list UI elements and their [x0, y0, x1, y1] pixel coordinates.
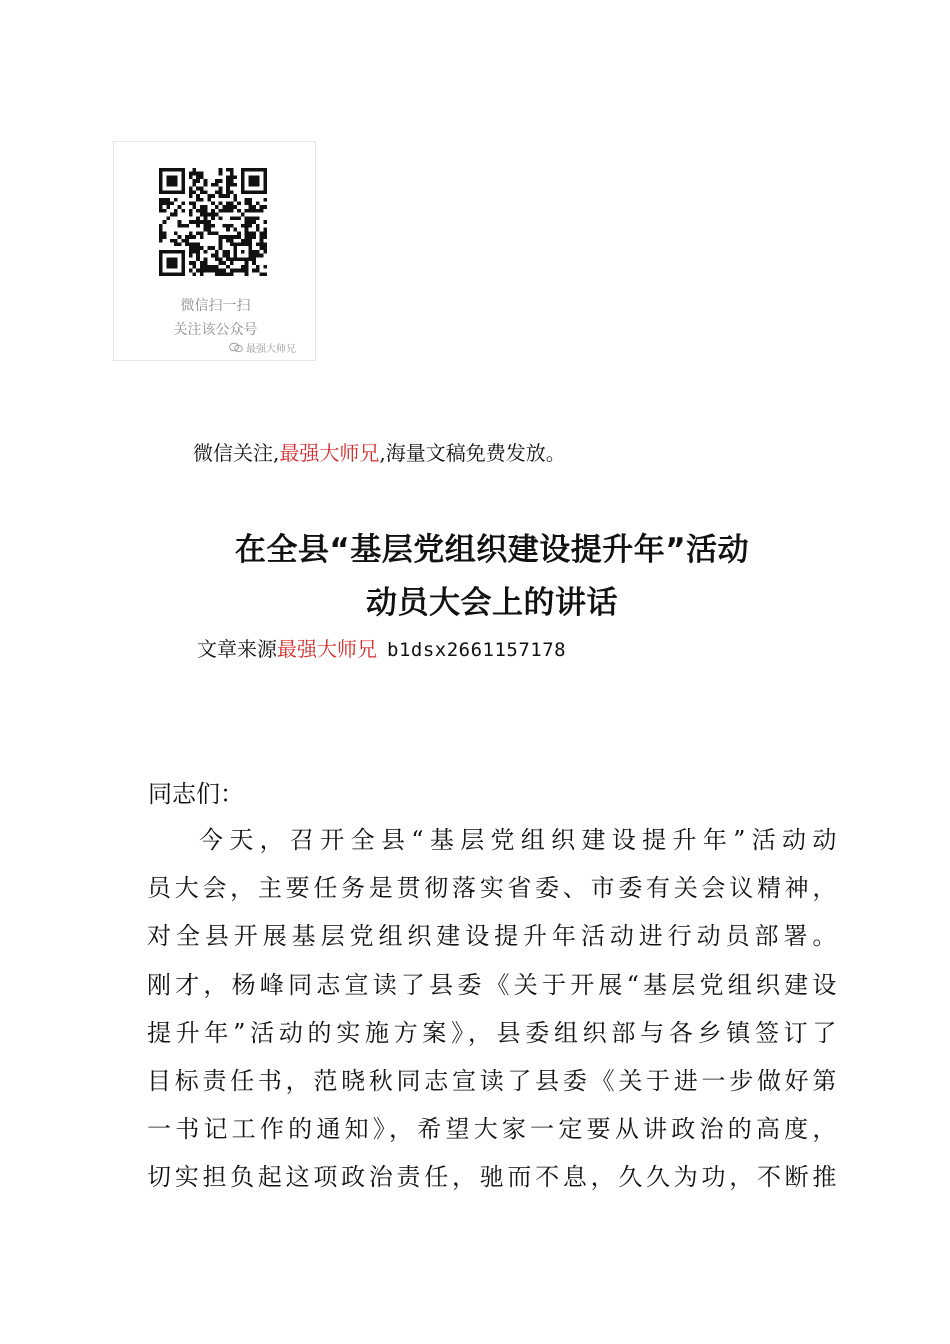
speech-body [147, 816, 837, 1202]
qr-code-image [159, 168, 267, 276]
body-line: 一书记工作的通知》，希望大家一定要从讲政治的高度， [147, 1115, 837, 1144]
source-prefix: 文章来源 [197, 637, 277, 661]
body-line: 提升年”活动的实施方案》，县委组织部与各乡镇签订了 [147, 1018, 837, 1047]
body-line: 对全县开展基层党组织建设提升年活动进行动员部署。 [147, 922, 837, 951]
document-title-line2: 动员大会上的讲话 [366, 585, 618, 621]
follow-prefix: 微信关注, [193, 441, 280, 465]
body-line: 刚才，杨峰同志宣读了县委《关于开展“基层党组织建设 [147, 970, 837, 999]
body-line: 员大会，主要任务是贯彻落实省委、市委有关会议精神， [147, 874, 837, 903]
source-account-name: 最强大师兄 [277, 637, 377, 661]
qr-watermark [229, 340, 296, 355]
article-source [197, 633, 566, 662]
follow-suffix: ,海量文稿免费发放。 [379, 441, 566, 465]
salutation: 同志们： [148, 780, 244, 808]
follow-notice [193, 437, 566, 466]
body-line: 切实担负起这项政治责任，驰而不息，久久为功，不断推 [147, 1163, 837, 1192]
body-line: 今天，召开全县“基层党组织建设提升年”活动动 [199, 826, 837, 854]
qr-code-card [113, 141, 316, 361]
body-line: 目标责任书，范晓秋同志宣读了县委《关于进一步做好第 [147, 1066, 837, 1095]
qr-watermark-text: 最强大师兄 [246, 344, 296, 355]
follow-account-name: 最强大师兄 [279, 441, 380, 465]
source-code: b1dsx2661157178 [387, 639, 567, 661]
qr-caption-follow: 关注该公众号 [173, 322, 258, 338]
document-title-line1: 在全县“基层党组织建设提升年”活动 [234, 532, 750, 568]
wechat-icon [229, 342, 243, 353]
qr-caption-scan: 微信扫一扫 [180, 298, 251, 314]
